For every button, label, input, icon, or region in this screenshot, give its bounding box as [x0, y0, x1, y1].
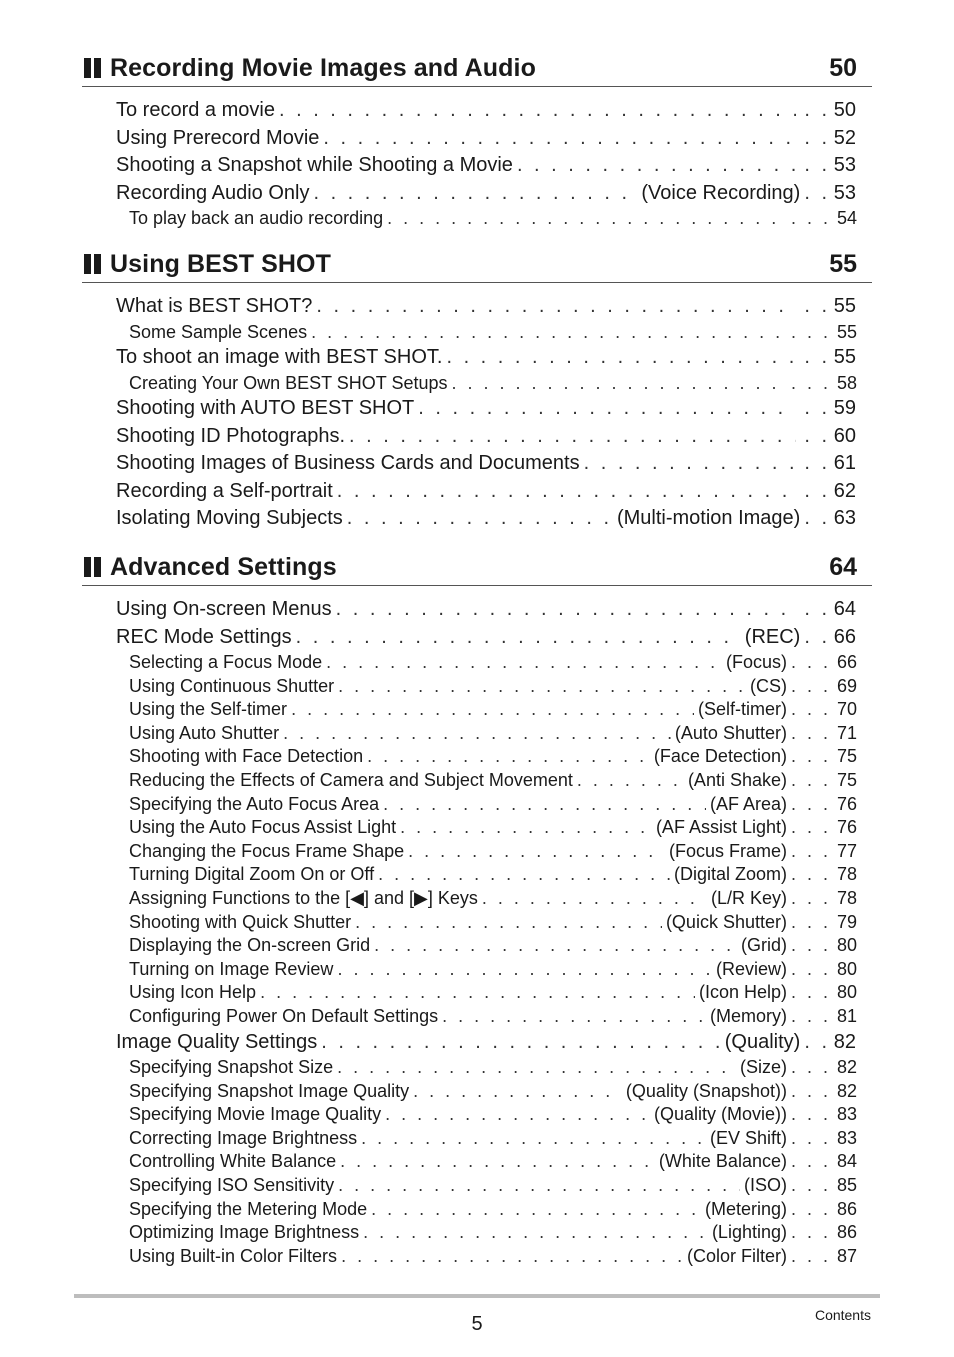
entry-title: To shoot an image with BEST SHOT. [116, 346, 443, 369]
entry-menu-key: (Digital Zoom) [673, 864, 787, 885]
entry-menu-key: (Anti Shake) [687, 769, 787, 790]
entry-title: Using Auto Shutter [129, 722, 280, 743]
entry-title: Recording a Self-portrait [116, 479, 333, 502]
toc-subentry[interactable] [128, 816, 857, 840]
entry-menu-key: (Focus Frame) [668, 840, 787, 861]
entry-page-number: 80 [836, 958, 857, 979]
entry-title: What is BEST SHOT? [116, 295, 313, 317]
entry-page-number: 84 [836, 1151, 857, 1172]
dot-leader [341, 1245, 683, 1269]
entry-page-number: 64 [833, 598, 856, 620]
toc-entry[interactable] [116, 624, 856, 652]
dot-leader [279, 97, 796, 125]
dot-leader-tail: . . [804, 346, 830, 369]
toc-entry[interactable] [116, 395, 856, 423]
entry-page-number: 86 [836, 1222, 857, 1243]
toc-section-best-shot [82, 246, 872, 533]
dot-leader-tail: . . [804, 397, 830, 420]
toc-subentry[interactable] [128, 1245, 857, 1269]
toc-subentry[interactable] [128, 651, 857, 675]
section-entries [82, 293, 872, 533]
entry-menu-key: (EV Shift) [709, 1127, 787, 1148]
dot-leader [355, 911, 662, 935]
entry-title: Shooting with Quick Shutter [129, 911, 352, 932]
dot-leader [383, 793, 706, 817]
entry-title: Specifying the Metering Mode [129, 1198, 368, 1219]
toc-entry[interactable] [116, 505, 856, 533]
dot-leader [338, 675, 746, 699]
entry-menu-key: (Memory) [709, 1005, 787, 1026]
entry-title: Shooting with AUTO BEST SHOT [116, 397, 415, 420]
dot-leader [363, 1221, 708, 1245]
toc-subentry[interactable] [128, 958, 857, 982]
dot-leader-tail: . . [804, 126, 830, 149]
entry-title: Selecting a Focus Mode [129, 652, 323, 672]
dot-leader [316, 293, 796, 321]
dot-leader [577, 769, 684, 793]
toc-subentry[interactable] [128, 887, 857, 911]
section-entries [82, 596, 872, 1268]
entry-page-number: 70 [836, 699, 857, 720]
toc-entry[interactable] [116, 596, 856, 624]
toc-subentry[interactable] [128, 745, 857, 769]
dot-leader [337, 958, 712, 982]
entry-page-number: 80 [836, 935, 857, 956]
entry-menu-key: (Lighting) [711, 1222, 787, 1243]
dot-leader [385, 1103, 650, 1127]
toc-subentry[interactable] [128, 793, 857, 817]
entry-page-number: 80 [836, 982, 857, 1003]
entry-title: Isolating Moving Subjects [116, 507, 343, 530]
toc-subentry[interactable] [128, 1174, 857, 1198]
toc-entry[interactable] [116, 152, 856, 180]
toc-subentry[interactable] [128, 1056, 857, 1080]
dot-leader [336, 596, 797, 624]
toc-subentry[interactable] [128, 1221, 857, 1245]
dot-leader-tail: . . . [790, 935, 831, 956]
entry-menu-key: (CS) [749, 675, 787, 696]
entry-menu-key: (Size) [739, 1057, 787, 1077]
entry-title: Correcting Image Brightness [129, 1127, 358, 1148]
dot-leader [337, 1056, 736, 1080]
dot-leader-tail: . . . [790, 887, 831, 908]
dot-leader-tail: . . . [790, 1174, 831, 1195]
dot-leader-tail: . . [804, 154, 830, 176]
entry-page-number: 76 [836, 793, 857, 814]
entry-title: Specifying Snapshot Image Quality [129, 1080, 410, 1101]
entry-page-number: 82 [836, 1080, 857, 1101]
entry-title: Specifying Movie Image Quality [129, 1104, 382, 1125]
toc-entry[interactable] [116, 97, 856, 125]
entry-page-number: 58 [836, 372, 857, 393]
entry-title: Configuring Power On Default Settings [129, 1005, 439, 1026]
dot-leader [413, 1080, 622, 1104]
section-entries [82, 97, 872, 231]
toc-entry[interactable] [116, 125, 856, 153]
dot-leader [337, 478, 797, 506]
dot-leader-tail: . . . [790, 982, 831, 1003]
entry-page-number: 63 [833, 507, 856, 530]
entry-menu-key: (L/R Key) [710, 887, 787, 908]
dot-leader-tail: . . . [790, 1104, 831, 1125]
entry-page-number: 62 [833, 479, 856, 502]
dot-leader-tail: . . [804, 479, 830, 502]
footer-divider [74, 1294, 880, 1298]
dot-leader [347, 505, 613, 533]
toc-subentry[interactable] [128, 1103, 857, 1127]
entry-menu-key: (Color Filter) [686, 1245, 787, 1266]
entry-page-number: 71 [836, 722, 857, 743]
dot-leader [482, 887, 707, 911]
entry-page-number: 79 [836, 911, 857, 932]
entry-page-number: 59 [833, 397, 856, 420]
entry-title: Controlling White Balance [129, 1151, 337, 1172]
entry-menu-key: (Icon Help) [698, 982, 787, 1003]
entry-page-number: 83 [836, 1127, 857, 1148]
section-title: Advanced Settings [110, 552, 337, 581]
toc-section-recording-movie [82, 50, 872, 231]
dot-leader-tail: . . . [790, 722, 831, 743]
dot-leader [387, 207, 783, 231]
entry-page-number: 50 [833, 99, 856, 121]
dot-leader-tail: . . . [790, 958, 831, 979]
entry-page-number: 69 [836, 675, 857, 696]
dot-leader-tail: . . [804, 452, 830, 475]
toc-subentry[interactable] [128, 321, 857, 345]
footer-contents-link[interactable]: Contents [814, 1307, 871, 1323]
entry-title: Displaying the On-screen Grid [129, 935, 371, 956]
dot-leader-tail: . . . [790, 1127, 831, 1148]
dot-leader-tail: . . [804, 99, 830, 121]
entry-menu-key: (Quick Shutter) [665, 911, 787, 932]
section-title: Using BEST SHOT [110, 249, 331, 278]
dot-leader-tail: . . [804, 598, 830, 620]
entry-menu-key: (Metering) [704, 1198, 787, 1219]
section-heading [82, 246, 872, 283]
dot-leader [584, 450, 797, 478]
entry-menu-key: (Multi-motion Image) [616, 507, 801, 530]
dot-leader-tail: . . [804, 181, 830, 204]
entry-title: Using Built-in Color Filters [129, 1245, 338, 1266]
dot-leader-tail: . . . [790, 840, 831, 861]
dot-leader-tail: . . . [790, 1198, 831, 1219]
dot-leader-tail: . . . [790, 817, 831, 838]
dot-leader-tail: . . [804, 507, 830, 530]
toc-entry[interactable] [116, 450, 856, 478]
toc-subentry[interactable] [128, 698, 857, 722]
dot-leader [338, 1174, 740, 1198]
dot-leader [367, 745, 650, 769]
entry-title: Using Prerecord Movie [116, 126, 320, 149]
dot-leader-tail: . . . [790, 372, 831, 393]
dot-leader-tail: . . . [790, 652, 831, 672]
entry-page-number: 75 [836, 769, 857, 790]
dot-leader-tail: . . [804, 1030, 830, 1053]
entry-page-number: 78 [836, 887, 857, 908]
toc-subentry[interactable] [128, 207, 857, 231]
entry-menu-key: (ISO) [743, 1174, 787, 1195]
section-marker-icon [84, 58, 101, 78]
entry-title: Shooting ID Photographs. [116, 424, 346, 447]
entry-title: Shooting a Snapshot while Shooting a Movie [116, 154, 513, 176]
entry-menu-key: (Auto Shutter) [674, 722, 787, 743]
entry-page-number: 66 [833, 625, 856, 648]
entry-page-number: 55 [836, 321, 857, 342]
entry-page-number: 53 [833, 181, 856, 204]
entry-page-number: 76 [836, 817, 857, 838]
dot-leader-tail: . . . [790, 911, 831, 932]
dot-leader [283, 722, 671, 746]
dot-leader-tail: . . . [790, 1080, 831, 1101]
entry-page-number: 54 [836, 208, 857, 228]
entry-menu-key: (Voice Recording) [641, 181, 801, 204]
toc-entry[interactable] [116, 344, 856, 372]
entry-page-number: 55 [833, 295, 856, 317]
toc-subentry[interactable] [128, 1127, 857, 1151]
entry-page-number: 83 [836, 1104, 857, 1125]
dot-leader-tail: . . . [790, 864, 831, 885]
dot-leader [313, 180, 637, 208]
dot-leader-tail: . . . [790, 1057, 831, 1077]
toc-entry[interactable] [116, 1029, 856, 1057]
entry-page-number: 60 [833, 424, 856, 447]
entry-menu-key: (Focus) [725, 652, 787, 672]
toc-subentry[interactable] [128, 1005, 857, 1029]
dot-leader-tail: . . . [790, 1151, 831, 1172]
entry-menu-key: (White Balance) [658, 1151, 787, 1172]
entry-page-number: 75 [836, 746, 857, 767]
entry-title: Using the Auto Focus Assist Light [129, 817, 397, 838]
dot-leader [326, 651, 722, 675]
toc-entry[interactable] [116, 478, 856, 506]
footer-page-number: 5 [471, 1313, 483, 1335]
section-heading [82, 549, 872, 586]
dot-leader [323, 125, 796, 153]
dot-leader [321, 1029, 721, 1057]
entry-page-number: 82 [836, 1057, 857, 1077]
dot-leader [291, 698, 694, 722]
entry-title: Using Icon Help [129, 982, 257, 1003]
section-page-number: 64 [829, 552, 857, 581]
dot-leader [374, 934, 737, 958]
toc-entry[interactable] [116, 180, 856, 208]
entry-menu-key: (Quality (Movie)) [653, 1104, 787, 1125]
toc-subentry[interactable] [128, 1198, 857, 1222]
entry-menu-key: (Quality) [724, 1030, 801, 1053]
dot-leader [260, 981, 695, 1005]
toc-subentry[interactable] [128, 372, 857, 396]
toc-subentry[interactable] [128, 840, 857, 864]
section-page-number: 50 [829, 53, 857, 82]
entry-page-number: 78 [836, 864, 857, 885]
dot-leader [378, 863, 670, 887]
section-marker-icon [84, 254, 101, 274]
section-title: Recording Movie Images and Audio [110, 53, 536, 82]
dot-leader [517, 152, 796, 180]
entry-title: Recording Audio Only [116, 181, 310, 204]
entry-page-number: 61 [833, 452, 856, 475]
entry-title: Using Continuous Shutter [129, 675, 335, 696]
entry-title: Specifying Snapshot Size [129, 1057, 334, 1077]
dot-leader-tail: . . [804, 295, 830, 317]
entry-title: Image Quality Settings [116, 1030, 318, 1053]
entry-menu-key: (AF Assist Light) [655, 817, 787, 838]
dot-leader [311, 321, 783, 345]
dot-leader-tail: . . . [790, 699, 831, 720]
entry-menu-key: (REC) [744, 625, 801, 648]
entry-menu-key: (Quality (Snapshot)) [625, 1080, 787, 1101]
dot-leader [361, 1127, 706, 1151]
dot-leader-tail: . . . [790, 321, 831, 342]
entry-menu-key: (Face Detection) [653, 746, 787, 767]
toc-subentry[interactable] [128, 863, 857, 887]
entry-title: Using the Self-timer [129, 699, 288, 720]
entry-title: Specifying the Auto Focus Area [129, 793, 380, 814]
dot-leader-tail: . . . [790, 793, 831, 814]
dot-leader-tail: . . . [790, 1222, 831, 1243]
entry-page-number: 81 [836, 1005, 857, 1026]
dot-leader-tail: . . . [790, 208, 831, 228]
entry-title: REC Mode Settings [116, 625, 292, 648]
dot-leader [400, 816, 652, 840]
toc-subentry[interactable] [128, 769, 857, 793]
dot-leader-tail: . . . [790, 1245, 831, 1266]
entry-title: Specifying ISO Sensitivity [129, 1174, 335, 1195]
dot-leader [442, 1005, 706, 1029]
dot-leader-tail: . . . [790, 769, 831, 790]
toc-subentry[interactable] [128, 1080, 857, 1104]
toc-subentry[interactable] [128, 934, 857, 958]
dot-leader [371, 1198, 701, 1222]
entry-page-number: 66 [836, 652, 857, 672]
toc-subentry[interactable] [128, 675, 857, 699]
entry-title: Using On-screen Menus [116, 598, 332, 620]
dot-leader-tail: . . [804, 625, 830, 648]
dot-leader [349, 423, 796, 451]
entry-page-number: 86 [836, 1198, 857, 1219]
toc-section-advanced-settings [82, 549, 872, 1268]
entry-title: Some Sample Scenes [129, 321, 308, 342]
section-heading [82, 50, 872, 87]
entry-page-number: 77 [836, 840, 857, 861]
entry-title: Shooting Images of Business Cards and Documents [116, 452, 580, 475]
entry-title: To play back an audio recording [129, 208, 384, 228]
dot-leader [446, 344, 796, 372]
entry-page-number: 85 [836, 1174, 857, 1195]
dot-leader [418, 395, 796, 423]
entry-title: Optimizing Image Brightness [129, 1222, 360, 1243]
entry-title: Assigning Functions to the [◀] and [▶] Keys [129, 887, 478, 908]
entry-page-number: 52 [833, 126, 856, 149]
entry-page-number: 87 [836, 1245, 857, 1266]
entry-title: Creating Your Own BEST SHOT Setups [129, 372, 448, 393]
entry-page-number: 53 [833, 154, 856, 176]
entry-title: Turning on Image Review [129, 958, 334, 979]
entry-page-number: 82 [833, 1030, 856, 1053]
toc-entry[interactable] [116, 423, 856, 451]
section-marker-icon [84, 557, 101, 577]
entry-menu-key: (AF Area) [709, 793, 787, 814]
toc-subentry[interactable] [128, 911, 857, 935]
toc-subentry[interactable] [128, 981, 857, 1005]
entry-menu-key: (Grid) [740, 935, 787, 956]
dot-leader-tail: . . . [790, 746, 831, 767]
entry-title: Changing the Focus Frame Shape [129, 840, 405, 861]
toc-entry[interactable] [116, 293, 856, 321]
dot-leader-tail: . . . [790, 1005, 831, 1026]
section-page-number: 55 [829, 249, 857, 278]
entry-title: Turning Digital Zoom On or Off [129, 864, 375, 885]
entry-title: Shooting with Face Detection [129, 746, 364, 767]
dot-leader [296, 624, 741, 652]
dot-leader-tail: . . [804, 424, 830, 447]
dot-leader [340, 1150, 655, 1174]
dot-leader [452, 372, 783, 396]
toc-subentry[interactable] [128, 1150, 857, 1174]
entry-menu-key: (Review) [715, 958, 787, 979]
entry-page-number: 55 [833, 346, 856, 369]
dot-leader-tail: . . . [790, 675, 831, 696]
toc-subentry[interactable] [128, 722, 857, 746]
entry-title: Reducing the Effects of Camera and Subject Movement [129, 769, 573, 790]
dot-leader [408, 840, 665, 864]
entry-menu-key: (Self-timer) [697, 699, 787, 720]
entry-title: To record a movie [116, 99, 275, 121]
